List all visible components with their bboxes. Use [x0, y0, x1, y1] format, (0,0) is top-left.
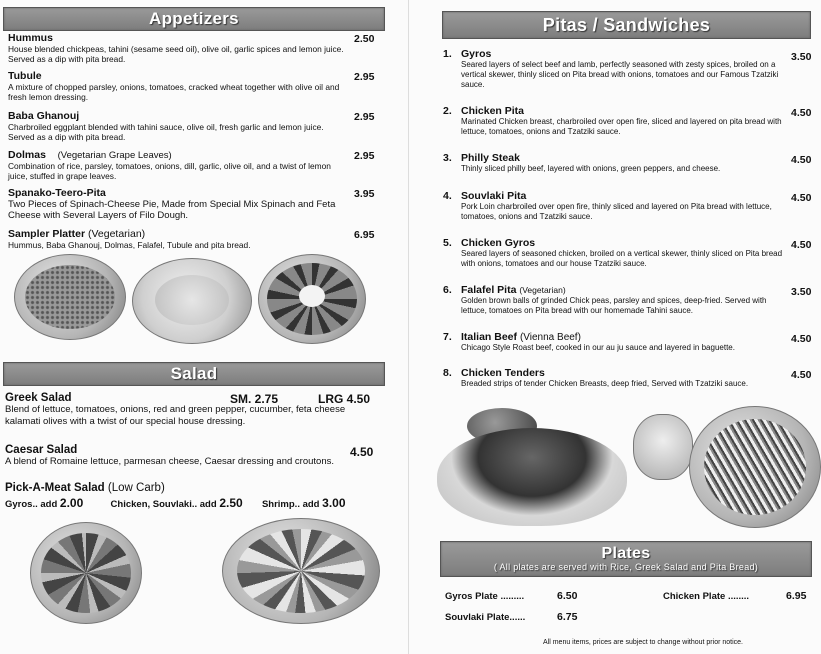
- item-price: 4.50: [791, 107, 812, 119]
- item-number: 7.: [443, 331, 452, 343]
- item-number: 8.: [443, 367, 452, 379]
- souvlaki-plate-price: 6.75: [557, 611, 578, 623]
- appetizers-banner: [3, 7, 385, 31]
- item-name: Sampler Platter: [8, 228, 86, 240]
- item-name: Chicken Gyros: [461, 237, 536, 249]
- fries-plate-photo: [689, 406, 821, 528]
- greek-salad-photo: [30, 522, 142, 624]
- page-fold: [408, 0, 409, 654]
- menu-item-souvlaki-pita: [443, 190, 788, 222]
- item-name: Hummus: [8, 32, 53, 44]
- shrimp-addon-label: Shrimp.. add: [261, 499, 320, 510]
- item-name: Pick-A-Meat Salad: [5, 482, 105, 494]
- gyros-addon-price: 2.00: [59, 496, 84, 510]
- souvlaki-plate-label: Souvlaki Plate......: [445, 612, 526, 623]
- item-price: 4.50: [791, 369, 812, 381]
- greek-small-price: SM. 2.75: [230, 392, 279, 406]
- menu-item-philly-steak: [443, 152, 788, 174]
- menu-item-hummus: [8, 32, 348, 64]
- item-desc: Seared layers of select beef and lamb, perfectly seasoned with zesty spices, broiled on a vertical skewer, thinly sliced on Pita bread with onions, tomatoes and our Famous Tzatziki sauce.: [461, 60, 779, 89]
- item-subtitle: (Vegetarian): [87, 228, 146, 240]
- menu-item-caesar-salad: [5, 444, 355, 468]
- item-price: 2.95: [354, 71, 375, 83]
- item-name: Chicken Pita: [461, 105, 525, 117]
- item-name: Philly Steak: [461, 152, 520, 164]
- item-price: 4.50: [791, 333, 812, 345]
- item-price: 4.50: [350, 445, 374, 459]
- menu-item-chicken-tenders: [443, 367, 793, 389]
- item-desc: Combination of rice, parsley, tomatoes, onions, dill, garlic, olive oil, and a twist of lemon juice, stuffed in grape leaves.: [8, 161, 331, 181]
- appetizers-title: Appetizers: [149, 9, 239, 28]
- sampler-platter-photo: [258, 254, 366, 344]
- item-desc: Golden brown balls of grinded Chick peas, parsley and spices, deep-fried. Served with lettuce, tomatoes on Pita bread with our homemade Tahini sauce.: [461, 296, 767, 315]
- left-page: [0, 0, 395, 654]
- menu-item-chicken-gyros: [443, 237, 788, 269]
- gyros-addon-label: Gyros.. add: [5, 499, 58, 510]
- menu-item-chicken-pita: [443, 105, 788, 137]
- item-number: 3.: [443, 152, 452, 164]
- chicken-addon-price: 2.50: [219, 496, 243, 510]
- item-name: Falafel Pita: [461, 284, 517, 296]
- tubule-photo: [14, 254, 126, 340]
- item-name: Spanako-Teero-Pita: [8, 187, 106, 199]
- item-number: 6.: [443, 284, 452, 296]
- item-name: Italian Beef: [461, 331, 518, 343]
- item-subtitle: (Vegetarian): [519, 285, 566, 295]
- item-desc: A blend of Romaine lettuce, parmesan cheese, Caesar dressing and croutons.: [5, 456, 334, 467]
- pitas-banner: [442, 11, 811, 39]
- item-desc: Hummus, Baba Ghanouj, Dolmas, Falafel, Tubule and pita bread.: [8, 240, 251, 250]
- menu-item-baba-ghanouj: [8, 110, 348, 142]
- chicken-plate-price: 6.95: [786, 590, 807, 602]
- item-price: 4.50: [791, 192, 812, 204]
- greek-large-price: LRG 4.50: [318, 392, 371, 406]
- salad-banner: [3, 362, 385, 386]
- item-subtitle: (Vegetarian Grape Leaves): [57, 150, 172, 161]
- menu-item-italian-beef: [443, 331, 788, 353]
- price-disclaimer: All menu items, prices are subject to change without prior notice.: [543, 639, 743, 646]
- menu-item-spanako-teero-pita: [8, 187, 353, 221]
- item-price: 4.50: [791, 239, 812, 251]
- menu-item-tubule: [8, 70, 348, 102]
- item-name: Souvlaki Pita: [461, 190, 527, 202]
- item-desc: Two Pieces of Spinach-Cheese Pie, Made from Special Mix Spinach and Feta Cheese with Several Layers of Filo Dough.: [8, 199, 336, 221]
- plates-banner: [440, 541, 812, 577]
- item-desc: A mixture of chopped parsley, onions, tomatoes, cracked wheat together with olive oil and fresh lemon dressing.: [8, 82, 340, 102]
- menu-item-falafel-pita: [443, 284, 793, 316]
- item-desc: Chicago Style Roast beef, cooked in our au ju sauce and layered in baguette.: [461, 343, 735, 352]
- item-name: Gyros: [461, 48, 492, 60]
- item-price: 2.95: [354, 150, 375, 162]
- item-desc: Seared layers of seasoned chicken, broiled on a vertical skewer, thinly sliced on Pita bread with onions, tomatoes and our house Tzatziki sauce.: [461, 249, 783, 268]
- item-subtitle: (Vienna Beef): [519, 332, 581, 343]
- menu-item-sampler-platter: [8, 228, 348, 250]
- salad-title: Salad: [170, 364, 218, 383]
- item-subtitle: (Low Carb): [107, 482, 165, 494]
- gyros-plate-label: Gyros Plate .........: [445, 591, 525, 602]
- item-number: 2.: [443, 105, 452, 117]
- menu-item-dolmas: [8, 149, 348, 181]
- item-name: Chicken Tenders: [461, 367, 545, 379]
- chicken-plate-label: Chicken Plate ........: [663, 591, 750, 602]
- pitas-title: Pitas / Sandwiches: [542, 14, 711, 35]
- menu-item-pick-a-meat-salad: [5, 482, 385, 510]
- item-number: 1.: [443, 48, 452, 60]
- item-price: 3.50: [791, 51, 812, 63]
- item-name: Caesar Salad: [5, 444, 78, 456]
- plates-subtitle: ( All plates are served with Rice, Greek Salad and Pita Bread): [493, 562, 759, 572]
- shrimp-addon-price: 3.00: [322, 496, 346, 510]
- item-price: 2.95: [354, 111, 375, 123]
- item-desc: Thinly sliced philly beef, layered with onions, green peppers, and cheese.: [461, 164, 721, 173]
- right-page: [425, 0, 821, 654]
- chicken-addon-label: Chicken, Souvlaki.. add: [110, 499, 217, 510]
- item-desc: Blend of lettuce, tomatoes, onions, red and green pepper, cucumber, feta cheese kalamati olives with a twist of our special house dressing.: [5, 404, 346, 427]
- item-desc: Charbroiled eggplant blended with tahini sauce, olive oil, fresh garlic and lemon juice. Served as a dip with pita bread.: [8, 122, 324, 142]
- item-desc: House blended chickpeas, tahini (sesame seed oil), olive oil, garlic spices and lemon juice. Served as a dip with pita bread.: [8, 44, 344, 64]
- gyros-plate-price: 6.50: [557, 590, 578, 602]
- item-name: Greek Salad: [5, 392, 72, 404]
- pick-a-meat-salad-photo: [222, 518, 380, 624]
- item-price: 3.50: [791, 286, 812, 298]
- item-price: 4.50: [791, 154, 812, 166]
- bun-photo: [633, 414, 693, 480]
- item-name: Baba Ghanouj: [8, 110, 80, 122]
- item-price: 3.95: [354, 188, 375, 200]
- item-name: Dolmas: [8, 149, 46, 161]
- hummus-photo: [132, 258, 252, 344]
- item-desc: Marinated Chicken breast, charbroiled over open fire, sliced and layered on pita bread with lettuce, tomatoes, onions and Tzatziki sauce.: [461, 117, 782, 136]
- item-desc: Breaded strips of tender Chicken Breasts, deep fried, Served with Tzatziki sauce.: [461, 379, 749, 388]
- menu-item-gyros: [443, 48, 788, 90]
- gyros-pita-photo: [437, 408, 627, 526]
- plates-title: Plates: [601, 545, 651, 562]
- add-on-prices: [5, 496, 385, 510]
- item-desc: Pork Loin charbroiled over open fire, thinly sliced and layered on Pita bread with lettuce, tomatoes, onions and Tzatziki sauce.: [461, 202, 772, 221]
- item-number: 5.: [443, 237, 452, 249]
- item-price: 2.50: [354, 33, 375, 45]
- menu-item-greek-salad: [5, 392, 355, 427]
- item-number: 4.: [443, 190, 452, 202]
- item-name: Tubule: [8, 70, 42, 82]
- item-price: 6.95: [354, 229, 375, 241]
